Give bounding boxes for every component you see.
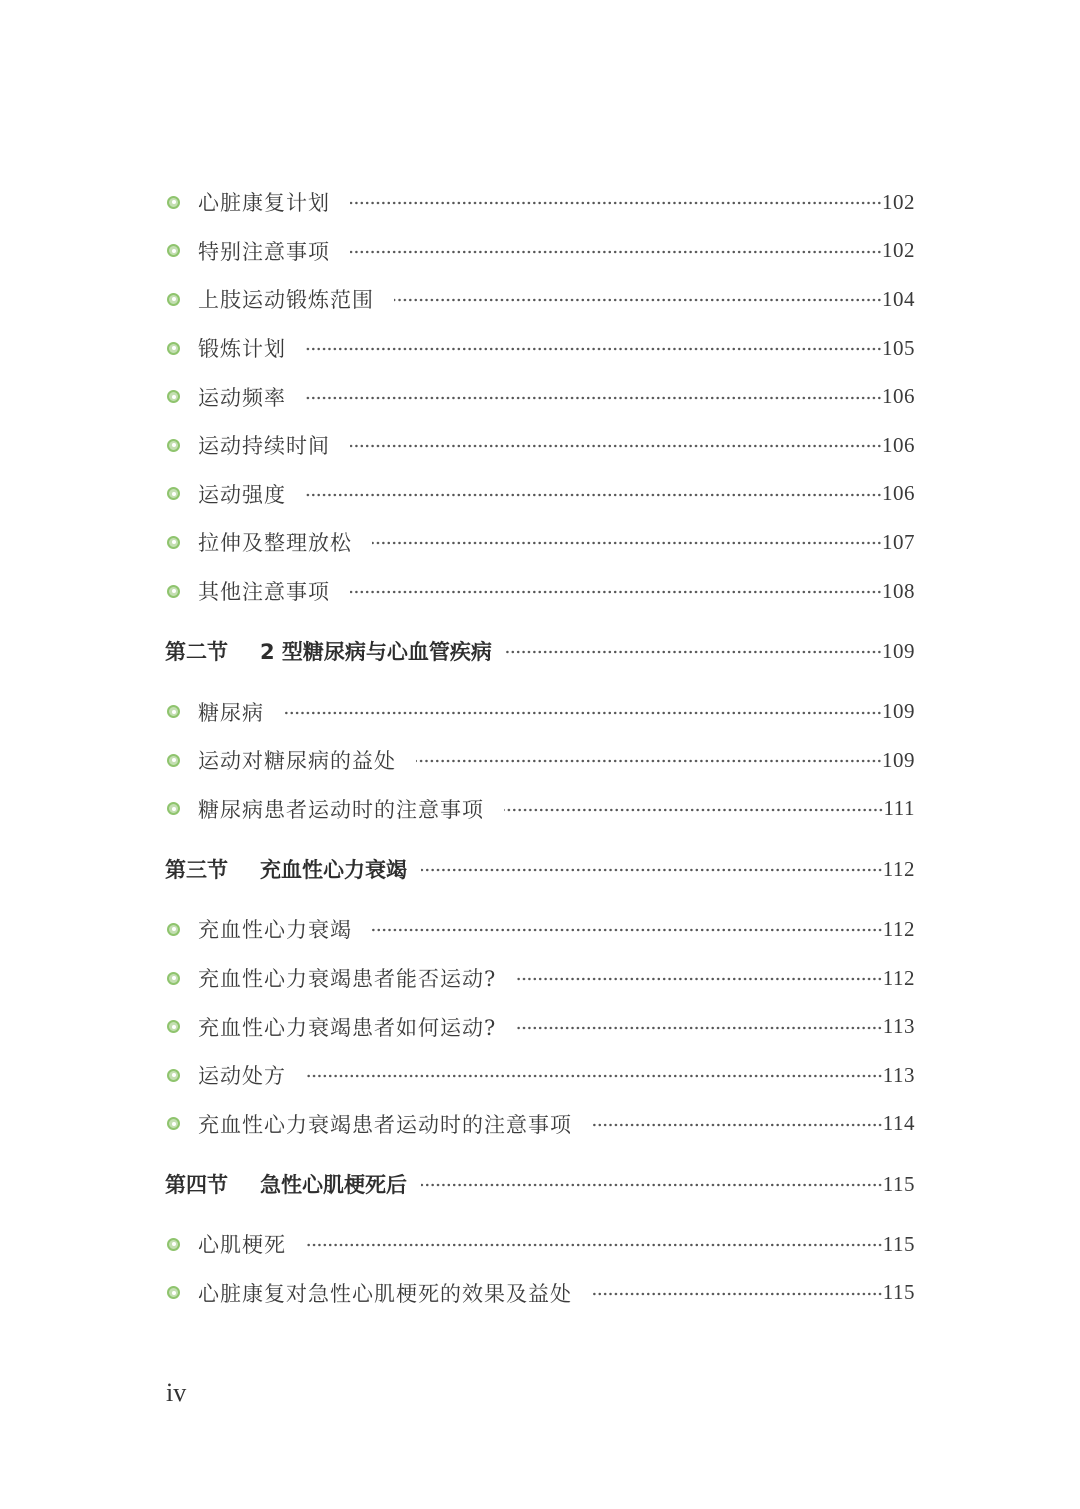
toc-page-number: 102	[882, 189, 915, 214]
toc-item-row[interactable]	[165, 687, 915, 736]
toc-section-row[interactable]	[165, 1148, 915, 1220]
dot-leader	[306, 493, 882, 497]
dot-leader	[592, 1123, 883, 1127]
toc-page-number: 112	[882, 965, 915, 990]
dot-leader	[516, 1026, 883, 1030]
toc-item-title: 其他注意事项	[198, 580, 330, 605]
green-ring-bullet-icon	[167, 754, 180, 767]
dot-leader	[372, 928, 883, 932]
toc-page-number: 104	[882, 286, 915, 311]
green-ring-bullet-icon	[167, 293, 180, 306]
toc-section-title: 充血性心力衰竭	[260, 858, 407, 883]
toc-item-row[interactable]	[165, 421, 915, 470]
dot-leader	[394, 298, 882, 302]
green-ring-bullet-icon	[167, 196, 180, 209]
toc-page-number: 114	[882, 1111, 915, 1136]
dot-leader	[504, 808, 884, 812]
toc-item-title: 特别注意事项	[198, 239, 330, 264]
toc-item-row[interactable]	[165, 178, 915, 227]
dot-leader	[372, 541, 882, 545]
dot-leader	[350, 201, 882, 205]
dot-leader	[506, 650, 882, 654]
toc-item-title: 上肢运动锻炼范围	[198, 288, 374, 313]
toc-page-number: 113	[882, 1014, 915, 1039]
green-ring-bullet-icon	[167, 1069, 180, 1082]
toc-section-title: 2 型糖尿病与心血管疾病	[260, 640, 492, 665]
toc-page-number: 107	[882, 529, 915, 554]
toc-page-number: 109	[882, 699, 915, 724]
toc-item-title: 运动频率	[198, 385, 286, 410]
dot-leader	[306, 1243, 883, 1247]
toc-section-number: 第三节	[165, 858, 228, 883]
toc-item-row[interactable]	[165, 470, 915, 519]
toc-item-title: 心肌梗死	[198, 1233, 286, 1258]
toc-item-title: 充血性心力衰竭	[198, 918, 352, 943]
green-ring-bullet-icon	[167, 1238, 180, 1251]
toc-item-title: 糖尿病	[198, 700, 264, 725]
toc-item-title: 充血性心力衰竭患者运动时的注意事项	[198, 1112, 572, 1137]
toc-item-row[interactable]	[165, 372, 915, 421]
dot-leader	[306, 396, 882, 400]
toc-item-row[interactable]	[165, 1002, 915, 1051]
green-ring-bullet-icon	[167, 487, 180, 500]
green-ring-bullet-icon	[167, 244, 180, 257]
toc-item-row[interactable]	[165, 324, 915, 373]
dot-leader	[350, 250, 882, 254]
toc-page-number: 108	[882, 578, 915, 603]
toc-item-row[interactable]	[165, 567, 915, 616]
toc-page-number: 106	[882, 481, 915, 506]
toc-section-row[interactable]	[165, 833, 915, 905]
toc-item-title: 充血性心力衰竭患者能否运动?	[198, 967, 497, 992]
page-folio: iv	[166, 1378, 187, 1407]
dot-leader	[284, 711, 882, 715]
green-ring-bullet-icon	[167, 1020, 180, 1033]
toc-item-title: 运动处方	[198, 1064, 286, 1089]
toc-item-title: 拉伸及整理放松	[198, 531, 352, 556]
toc-page-number: 115	[882, 1171, 915, 1196]
toc-page-number: 106	[882, 384, 915, 409]
dot-leader	[592, 1292, 883, 1296]
toc-item-row[interactable]	[165, 954, 915, 1003]
toc-page-number: 115	[882, 1280, 915, 1305]
toc-section-row[interactable]	[165, 615, 915, 687]
toc-item-title: 运动对糖尿病的益处	[198, 749, 396, 774]
green-ring-bullet-icon	[167, 1117, 180, 1130]
green-ring-bullet-icon	[167, 439, 180, 452]
green-ring-bullet-icon	[167, 802, 180, 815]
toc-item-row[interactable]	[165, 785, 915, 834]
dot-leader	[306, 1074, 883, 1078]
green-ring-bullet-icon	[167, 923, 180, 936]
toc-section-number: 第四节	[165, 1173, 228, 1198]
toc-page-number: 106	[882, 432, 915, 457]
toc-page-number: 112	[882, 856, 915, 881]
toc-page-number: 105	[882, 335, 915, 360]
toc-section-number: 第二节	[165, 640, 228, 665]
toc-item-row[interactable]	[165, 227, 915, 276]
toc-item-title: 运动持续时间	[198, 434, 330, 459]
toc-page-number: 109	[882, 747, 915, 772]
green-ring-bullet-icon	[167, 585, 180, 598]
toc-item-title: 心脏康复对急性心肌梗死的效果及益处	[198, 1281, 572, 1306]
toc-item-title: 运动强度	[198, 482, 286, 507]
dot-leader	[350, 444, 882, 448]
dot-leader	[421, 868, 883, 872]
dot-leader	[350, 590, 882, 594]
toc-item-row[interactable]	[165, 736, 915, 785]
dot-leader	[421, 1183, 883, 1187]
green-ring-bullet-icon	[167, 390, 180, 403]
toc-item-row[interactable]	[165, 275, 915, 324]
toc-page-number: 102	[882, 238, 915, 263]
dot-leader	[306, 347, 882, 351]
toc-page-number: 109	[882, 638, 915, 663]
toc-page-number: 111	[883, 796, 915, 821]
toc-item-title: 充血性心力衰竭患者如何运动?	[198, 1015, 497, 1040]
dot-leader	[416, 759, 882, 763]
toc-item-row[interactable]	[165, 1269, 915, 1318]
toc-item-row[interactable]	[165, 1100, 915, 1149]
toc-section-title: 急性心肌梗死后	[260, 1173, 407, 1198]
toc-item-row[interactable]	[165, 1051, 915, 1100]
green-ring-bullet-icon	[167, 705, 180, 718]
green-ring-bullet-icon	[167, 972, 180, 985]
green-ring-bullet-icon	[167, 342, 180, 355]
toc-item-row[interactable]	[165, 1220, 915, 1269]
table-of-contents	[165, 178, 915, 1317]
toc-item-row[interactable]	[165, 905, 915, 954]
toc-page-number: 113	[882, 1062, 915, 1087]
green-ring-bullet-icon	[167, 1286, 180, 1299]
toc-item-row[interactable]	[165, 518, 915, 567]
toc-item-title: 锻炼计划	[198, 337, 286, 362]
toc-item-title: 心脏康复计划	[198, 191, 330, 216]
toc-page-number: 115	[882, 1231, 915, 1256]
green-ring-bullet-icon	[167, 536, 180, 549]
toc-item-title: 糖尿病患者运动时的注意事项	[198, 797, 484, 822]
toc-page-number: 112	[882, 916, 915, 941]
dot-leader	[516, 977, 883, 981]
